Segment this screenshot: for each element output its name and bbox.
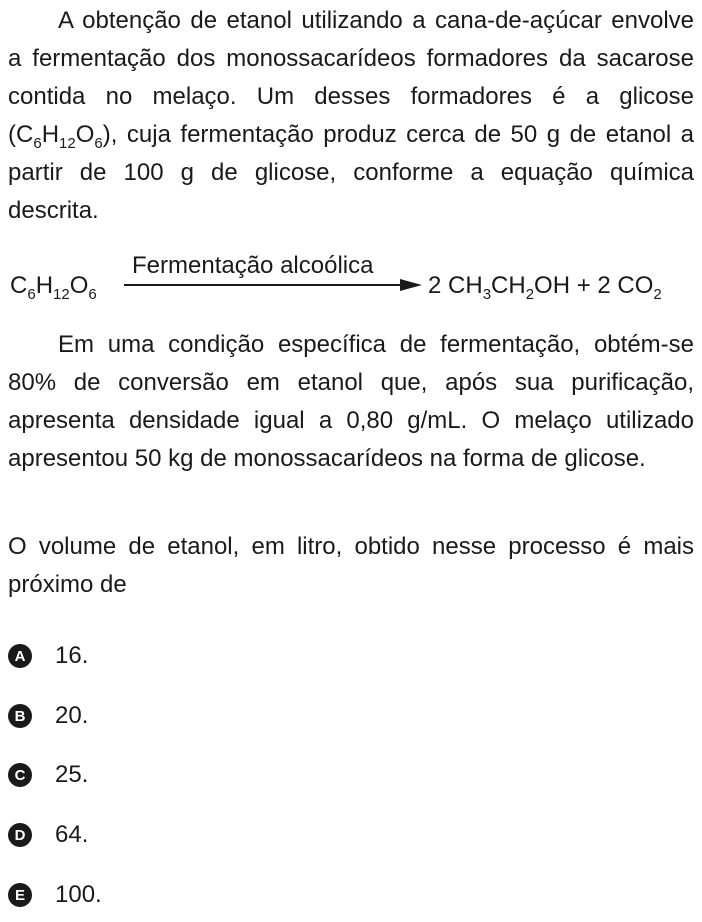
option-b-badge-icon: B xyxy=(8,704,32,728)
option-a[interactable] xyxy=(8,636,88,676)
option-b-text: 20. xyxy=(55,702,89,729)
option-e[interactable] xyxy=(8,875,102,915)
equation-arrow-label: Fermentação alcoólica xyxy=(132,252,374,279)
option-b[interactable] xyxy=(8,696,88,736)
option-d-text: 64. xyxy=(55,821,89,848)
intro-text-after: ), cuja fermentação produz cerca de 50 g de etanol a partir de 100 g de glicose, conforme a equação química descrita. xyxy=(8,121,694,224)
option-a-text: 16. xyxy=(55,642,89,669)
option-e-text: 100. xyxy=(55,881,102,908)
question-prompt: O volume de etanol, em litro, obtido nesse processo é mais próximo de xyxy=(8,533,694,598)
reaction-arrow-icon xyxy=(124,279,422,291)
equation-reactant: $C_6H_{12}O_6$ xyxy=(10,272,97,303)
option-d[interactable] xyxy=(8,815,88,855)
question-paragraph-conditions: Em uma condição específica de fermentação, obtém-se 80% de conversão em etanol que, após sua purificação, apresenta densidade igual a 0,80 g/mL. O melaço utilizado apresentou 50 kg de monossacarídeos na forma de glicose. xyxy=(8,331,694,472)
chemical-equation xyxy=(8,252,698,312)
option-d-badge-icon: D xyxy=(8,823,32,847)
equation-products: 2 $CH_3CH_2OH + 2$ $CO_2$ xyxy=(428,272,662,303)
glucose-formula: $C_6H_{12}O_6$ xyxy=(16,121,103,152)
option-c[interactable] xyxy=(8,755,88,795)
option-c-text: 25. xyxy=(55,761,89,788)
question-paragraph-intro xyxy=(8,2,694,230)
option-e-badge-icon: E xyxy=(8,883,32,907)
option-c-badge-icon: C xyxy=(8,763,32,787)
option-a-badge-icon: A xyxy=(8,644,32,668)
intro-text-before: A obtenção de etanol utilizando a cana-de-açúcar envolve a fermentação dos monossacarídeos formadores da sacarose contida no melaço. Um desses formadores é a glicose ( xyxy=(8,7,694,148)
